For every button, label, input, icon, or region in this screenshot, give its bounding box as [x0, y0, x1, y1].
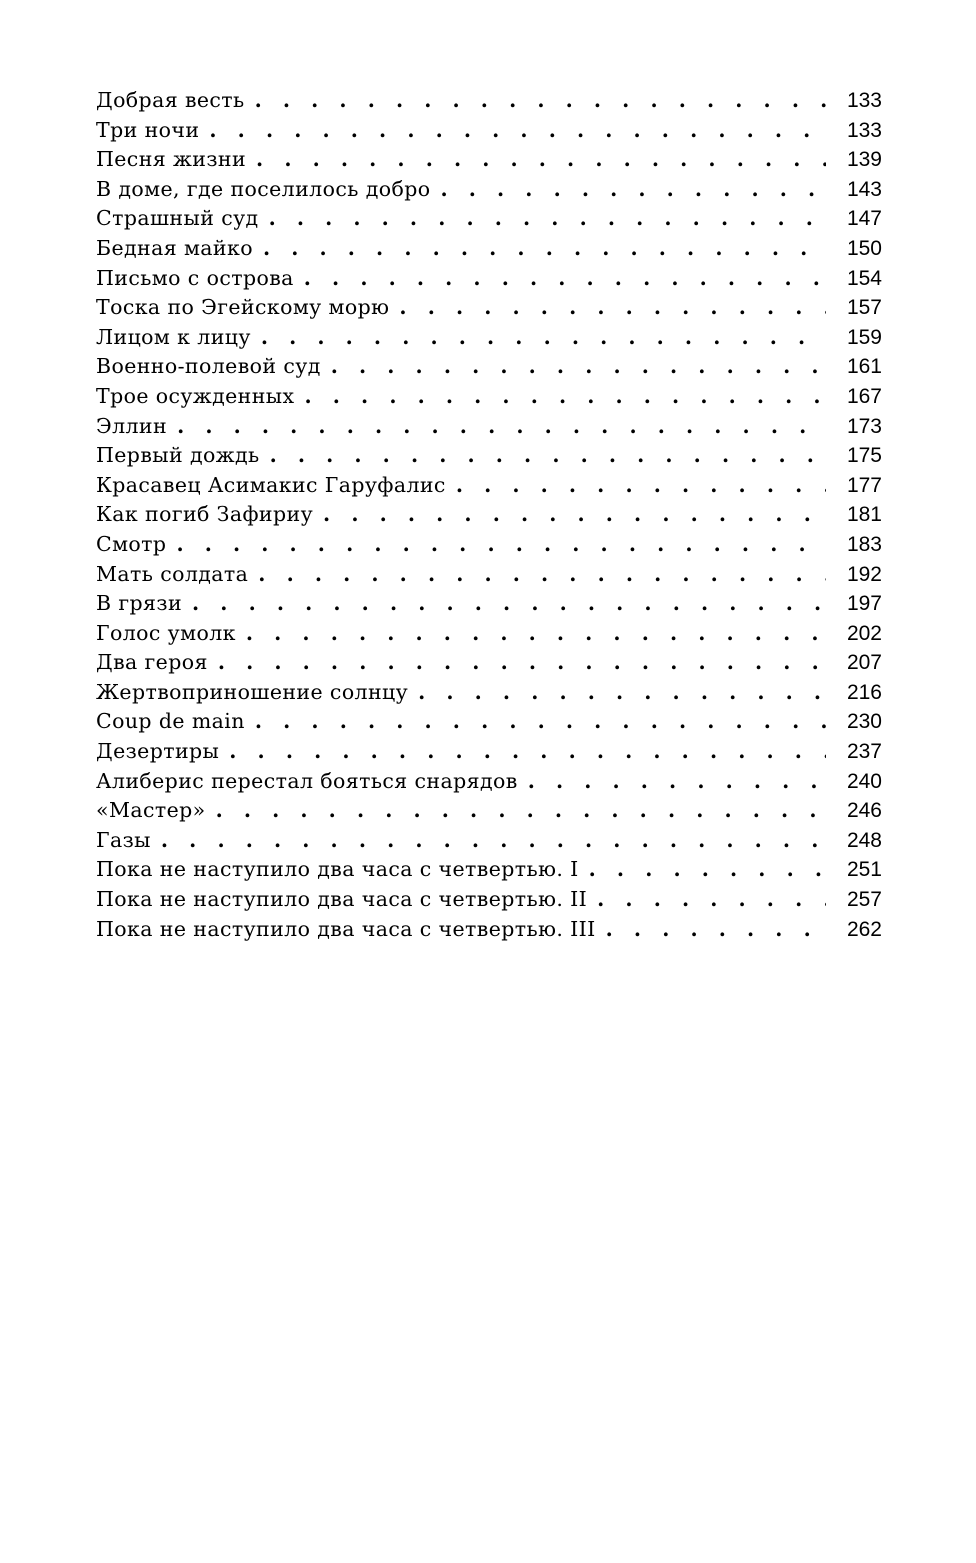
toc-entry[interactable] [96, 382, 882, 412]
toc-leader-dots [209, 116, 826, 146]
toc-leader-dots [255, 86, 826, 116]
toc-entry[interactable] [96, 767, 882, 797]
toc-entry-title: В доме, где поселилось добро [96, 176, 431, 201]
toc-entry-page: 257 [846, 888, 882, 912]
toc-entry-page: 262 [846, 917, 882, 941]
toc-entry[interactable] [96, 86, 882, 116]
toc-entry-title: Лицом к лицу [96, 324, 251, 349]
toc-leader-dots [246, 619, 826, 649]
toc-entry-page: 143 [846, 177, 882, 201]
toc-leader-dots [229, 737, 826, 767]
toc-entry[interactable] [96, 175, 882, 205]
toc-leader-dots [263, 234, 826, 264]
toc-leader-dots [456, 471, 826, 501]
toc-entry[interactable] [96, 471, 882, 501]
toc-entry-title: Жертвоприношение солнцу [96, 679, 409, 704]
toc-entry-title: «Мастер» [96, 798, 206, 823]
toc-entry-title: Военно-полевой суд [96, 354, 321, 379]
toc-entry[interactable] [96, 441, 882, 471]
toc-entry[interactable] [96, 293, 882, 323]
toc-entry[interactable] [96, 796, 882, 826]
toc-leader-dots [256, 145, 826, 175]
toc-entry-title: Два героя [96, 650, 208, 675]
toc-leader-dots [216, 796, 826, 826]
toc-entry-title: Письмо с острова [96, 265, 294, 290]
toc-leader-dots [304, 264, 826, 294]
toc-entry-title: Пока не наступило два часа с четвертью. II [96, 887, 588, 912]
toc-entry-page: 192 [846, 562, 882, 586]
toc-entry[interactable] [96, 204, 882, 234]
toc-leader-dots [218, 648, 826, 678]
toc-leader-dots [418, 678, 826, 708]
toc-entry-page: 150 [846, 236, 882, 260]
toc-leader-dots [161, 826, 826, 856]
toc-entry[interactable] [96, 323, 882, 353]
toc-leader-dots [255, 707, 826, 737]
toc-entry-title: В грязи [96, 591, 183, 616]
toc-entry-page: 230 [846, 710, 882, 734]
toc-entry[interactable] [96, 352, 882, 382]
toc-leader-dots [177, 412, 826, 442]
toc-entry-page: 248 [846, 828, 882, 852]
toc-entry-title: Дезертиры [96, 739, 220, 764]
toc-entry-page: 167 [846, 384, 882, 408]
toc-entry[interactable] [96, 678, 882, 708]
toc-entry-title: Мать солдата [96, 561, 249, 586]
toc-entry-page: 197 [846, 592, 882, 616]
toc-entry-page: 133 [846, 118, 882, 142]
toc-entry-page: 183 [846, 532, 882, 556]
toc-leader-dots [597, 885, 826, 915]
toc-entry-page: 177 [846, 473, 882, 497]
toc-entry[interactable] [96, 707, 882, 737]
toc-entry-page: 240 [846, 769, 882, 793]
toc-entry-title: Добрая весть [96, 88, 245, 112]
toc-entry-title: Голос умолк [96, 620, 236, 645]
toc-entry-title: Песня жизни [96, 147, 247, 172]
toc-leader-dots [269, 204, 826, 234]
toc-leader-dots [528, 767, 826, 797]
toc-entry[interactable] [96, 116, 882, 146]
toc-entry-title: Трое осужденных [96, 383, 295, 408]
toc-entry-page: 159 [846, 325, 882, 349]
toc-entry[interactable] [96, 648, 882, 678]
toc-entry[interactable] [96, 737, 882, 767]
toc-entry-page: 147 [846, 207, 882, 231]
toc-entry-page: 216 [846, 680, 882, 704]
toc-leader-dots [331, 352, 826, 382]
toc-entry-title: Coup de main [96, 709, 245, 734]
toc-leader-dots [606, 915, 826, 945]
toc-entry-title: Пока не наступило два часа с четвертью. III [96, 916, 596, 941]
toc-entry-title: Газы [96, 827, 151, 852]
toc-entry[interactable] [96, 826, 882, 856]
toc-entry[interactable] [96, 264, 882, 294]
toc-entry-page: 207 [846, 651, 882, 675]
toc-entry[interactable] [96, 530, 882, 560]
toc-entry[interactable] [96, 885, 882, 915]
toc-leader-dots [176, 530, 826, 560]
toc-entry-page: 246 [846, 799, 882, 823]
toc-entry-title: Как погиб Зафириу [96, 502, 314, 527]
toc-entry-page: 139 [846, 148, 882, 172]
toc-entry-title: Алиберис перестал бояться снарядов [96, 768, 518, 793]
toc-entry-title: Первый дождь [96, 443, 260, 468]
toc-entry-title: Три ночи [96, 117, 200, 142]
toc-entry[interactable] [96, 412, 882, 442]
toc-leader-dots [305, 382, 827, 412]
toc-entry-title: Смотр [96, 531, 167, 556]
toc-entry-page: 202 [846, 621, 882, 645]
toc-entry[interactable] [96, 619, 882, 649]
toc-leader-dots [323, 500, 826, 530]
toc-leader-dots [261, 323, 826, 353]
toc-leader-dots [440, 175, 826, 205]
toc-entry-title: Тоска по Эгейскому морю [96, 295, 390, 320]
toc-entry[interactable] [96, 500, 882, 530]
toc-entry-page: 175 [846, 444, 882, 468]
toc-leader-dots [270, 441, 826, 471]
toc-entry-page: 154 [846, 266, 882, 290]
toc-entry-title: Бедная майко [96, 235, 253, 260]
toc-entry[interactable] [96, 145, 882, 175]
toc-leader-dots [192, 589, 826, 619]
toc-entry-page: 161 [846, 355, 882, 379]
toc-entry-page: 237 [846, 740, 882, 764]
toc-entry-title: Красавец Асимакис Гаруфалис [96, 472, 446, 497]
toc-leader-dots [589, 855, 826, 885]
toc-entry-page: 251 [846, 858, 882, 882]
toc-entry-title: Эллин [96, 413, 168, 438]
toc-leader-dots [399, 293, 826, 323]
toc-entry[interactable] [96, 560, 882, 590]
toc-entry-page: 181 [846, 503, 882, 527]
toc-entry-page: 157 [846, 296, 882, 320]
toc-entry-title: Страшный суд [96, 206, 259, 231]
toc-entry-page: 133 [846, 89, 882, 112]
toc-entry-page: 173 [846, 414, 882, 438]
toc-entry-title: Пока не наступило два часа с четвертью. I [96, 857, 579, 882]
toc-leader-dots [258, 560, 826, 590]
toc-entry[interactable] [96, 915, 882, 945]
toc-entry[interactable] [96, 234, 882, 264]
toc-entry[interactable] [96, 589, 882, 619]
table-of-contents [96, 86, 882, 944]
toc-entry[interactable] [96, 855, 882, 885]
